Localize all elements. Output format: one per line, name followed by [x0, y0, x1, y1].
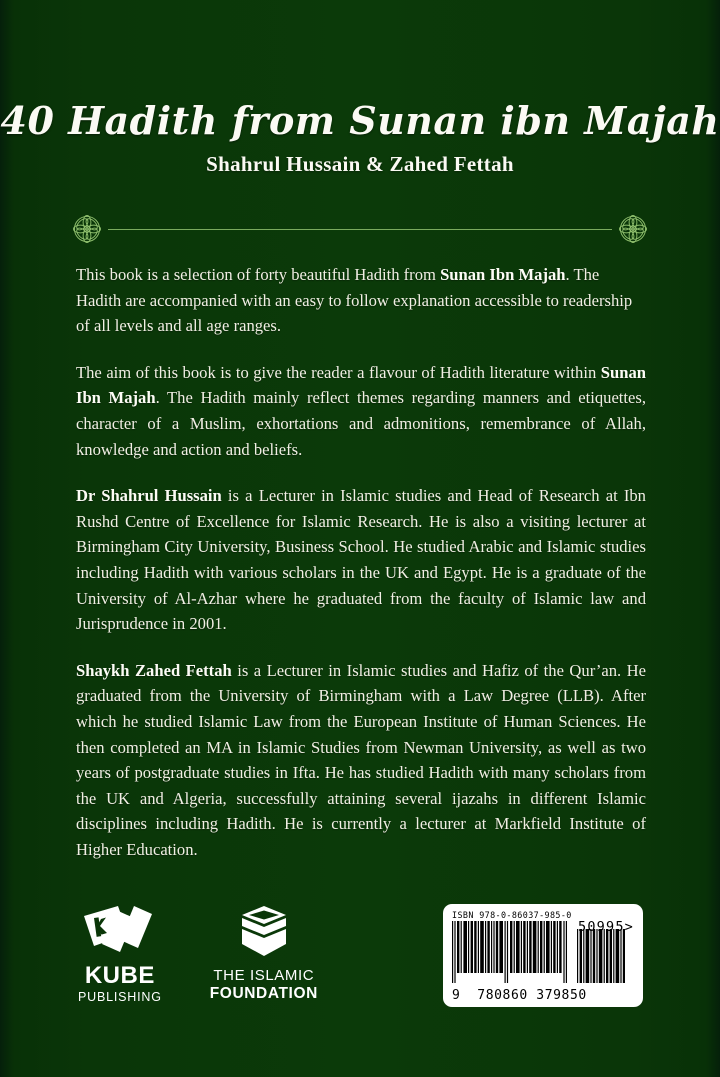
kaaba-cube-icon [236, 904, 292, 958]
rosette-ornament-right [614, 210, 652, 248]
author-names: Shahrul Hussain & Zahed Fettah [206, 152, 514, 176]
title-block [0, 96, 720, 177]
author-2-name: Shaykh Zahed Fettah [76, 660, 232, 680]
publisher-logos [78, 904, 318, 1004]
blurb-paragraph-2 [76, 360, 646, 462]
kube-logo-subtitle: PUBLISHING [78, 990, 162, 1004]
islamic-foundation-line-1: THE ISLAMIC [213, 967, 315, 984]
isbn-label: ISBN 978-0-86037-985-0 [452, 910, 572, 920]
kube-book-icon [82, 904, 158, 956]
blurb-p1-bold-1: Sunan Ibn Majah [440, 265, 566, 284]
blurb-paragraph-3-author-bio-1 [76, 483, 646, 637]
ornamental-divider [68, 208, 652, 250]
author-2-bio-text: is a Lecturer in Islamic studies and Hafiz of the Qur’an. He graduated from the University of Birmingham with a Law Degree (LLB). After which he studied Islamic Law from the European Institute of Human Sciences. He then completed an MA in Islamic Studies from Newman University, as well as two years of postgraduate studies in Ifta. He has studied Hadith with many scholars from the UK and Algeria, successfully attaining several ijazahs in different Islamic disciplines including Hadith. He is currently a lecturer at Markfield Institute of Higher Education. [76, 660, 646, 859]
author-1-bio-text: is a Lecturer in Islamic studies and Head of Research at Ibn Rushd Centre of Excellence for Islamic Research. He is also a visiting lecturer at Birmingham City University, Business School. He studied Arabic and Islamic studies including Hadith with various scholars in the UK and Egypt. He is a graduate of the University of Al-Azhar where he graduated from the faculty of Islamic law and Jurisprudence in 2001. [76, 486, 646, 634]
divider-rule [108, 229, 612, 230]
barcode-row [452, 921, 634, 983]
blurb-paragraph-1 [76, 262, 646, 339]
cover-footer [0, 896, 720, 1026]
kube-publishing-logo [78, 904, 162, 1004]
islamic-foundation-line-2: FOUNDATION [209, 985, 318, 1002]
blurb-p2-text-2: . The Hadith mainly reflect themes regarding manners and etiquettes, character of a Muslim, exhortations and admonitions, remembrance of Allah, knowledge and action and beliefs. [76, 388, 646, 459]
barcode-ean-digits: 9 780860 379850 [452, 988, 587, 1003]
rosette-ornament-left [68, 210, 106, 248]
blurb-p2-text-1: The aim of this book is to give the reader a flavour of Hadith literature within [76, 362, 601, 382]
barcode-addon-digits: 50995> [578, 919, 634, 935]
blurb-paragraph-4-author-bio-2 [76, 658, 646, 863]
page-title: 40 Hadith from Sunan ibn Majah [0, 98, 720, 143]
blurb-p2-bold-1: Sunan Ibn Majah [76, 362, 646, 408]
kube-logo-name: KUBE [84, 962, 155, 989]
blurb-p1-text-1: This book is a selection of forty beautiful Hadith from [76, 265, 441, 284]
ean5-addon-barcode-bars [577, 929, 625, 983]
ean13-barcode-bars [452, 921, 568, 983]
author-1-name: Dr Shahrul Hussain [76, 486, 222, 506]
islamic-foundation-logo [210, 904, 318, 1003]
blurb-p1-text-2: . The Hadith are accompanied with an easy to follow explanation accessible to readership of all levels and all age ranges. [76, 265, 633, 336]
blurb-text-block [76, 262, 646, 862]
barcode-card [443, 904, 643, 1007]
